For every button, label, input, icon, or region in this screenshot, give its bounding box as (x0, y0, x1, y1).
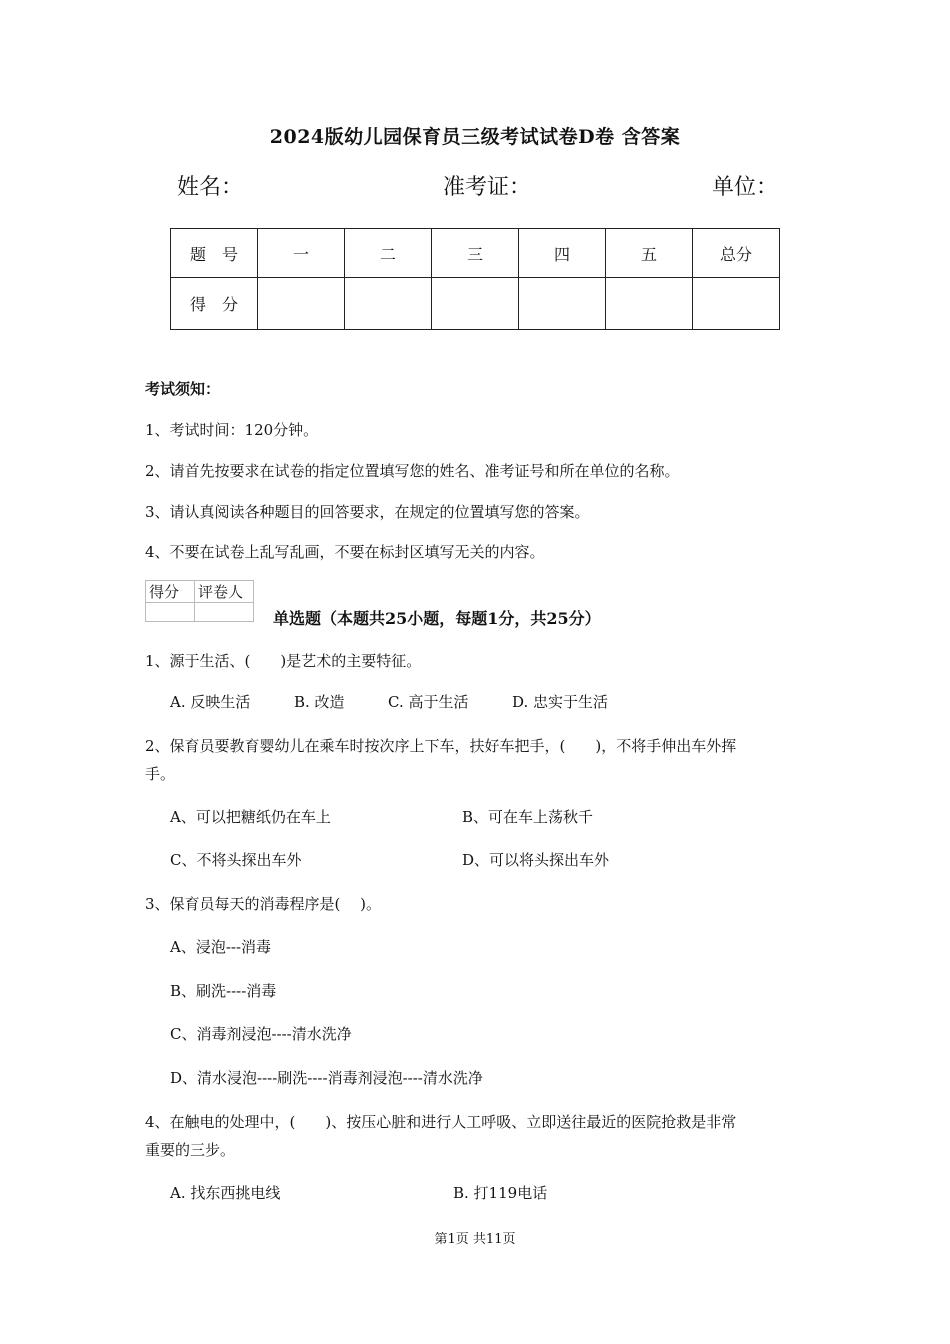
row-label-cell: 得 分 (171, 278, 258, 330)
question-stem: 1、源于生活、( )是艺术的主要特征。 (145, 652, 422, 670)
score-table (170, 228, 780, 330)
question-option: B、可在车上荡秋千 (462, 808, 594, 826)
grader-reviewer-cell[interactable] (195, 603, 254, 622)
score-cell[interactable] (258, 278, 345, 330)
question-stem: 3、保育员每天的消毒程序是( )。 (145, 895, 382, 913)
exam-title: 2024版幼儿园保育员三级考试试卷D卷 含答案 (269, 126, 681, 148)
score-cell[interactable] (606, 278, 693, 330)
score-cell[interactable] (693, 278, 780, 330)
header-cell: 五 (606, 229, 693, 278)
page-footer: 第1页 共11页 (434, 1232, 516, 1247)
header-cell: 题 号 (171, 229, 258, 278)
grader-table (145, 580, 254, 622)
notice-item: 3、请认真阅读各种题目的回答要求，在规定的位置填写您的答案。 (145, 503, 590, 521)
notice-item: 2、请首先按要求在试卷的指定位置填写您的姓名、准考证号和所在单位的名称。 (145, 462, 680, 480)
notice-item: 4、不要在试卷上乱写乱画，不要在标封区填写无关的内容。 (145, 543, 545, 561)
grader-score-label: 得分 (146, 581, 195, 603)
score-cell[interactable] (519, 278, 606, 330)
question-option: C. 高于生活 (388, 693, 469, 711)
header-cell: 三 (432, 229, 519, 278)
question-option: D. 忠实于生活 (512, 693, 609, 711)
header-cell: 四 (519, 229, 606, 278)
question-option: C、消毒剂浸泡----清水洗净 (170, 1025, 352, 1043)
notice-item: 1、考试时间：120分钟。 (145, 421, 319, 439)
score-table-header-row (171, 229, 780, 278)
notice-heading: 考试须知： (145, 380, 221, 398)
question-option: C、不将头探出车外 (170, 851, 302, 869)
question-option: D、清水浸泡----刷洗----消毒剂浸泡----清水洗净 (170, 1069, 483, 1087)
header-cell: 一 (258, 229, 345, 278)
question-stem: 2、保育员要教育婴幼儿在乘车时按次序上下车，扶好车把手，( )，不将手伸出车外挥 (145, 737, 737, 755)
question-option: B、刷洗----消毒 (170, 982, 277, 1000)
score-cell[interactable] (345, 278, 432, 330)
question-option: A、可以把糖纸仍在车上 (170, 808, 331, 826)
question-option: B. 打119电话 (453, 1184, 548, 1202)
question-option: A. 找东西挑电线 (170, 1184, 281, 1202)
grader-reviewer-label: 评卷人 (195, 581, 254, 603)
exam-id-field-label: 准考证： (443, 175, 532, 200)
name-field-label: 姓名： (177, 175, 244, 200)
header-cell: 总分 (693, 229, 780, 278)
header-cell: 二 (345, 229, 432, 278)
score-cell[interactable] (432, 278, 519, 330)
question-option: A、浸泡---消毒 (170, 938, 272, 956)
unit-field-label: 单位： (712, 175, 779, 200)
grader-score-cell[interactable] (146, 603, 195, 622)
question-stem: 4、在触电的处理中，( )、按压心脏和进行人工呼吸、立即送往最近的医院抢救是非常 (145, 1113, 737, 1131)
question-option: B. 改造 (294, 693, 345, 711)
question-option: A. 反映生活 (170, 693, 251, 711)
score-table-score-row (171, 278, 780, 330)
question-stem-continued: 重要的三步。 (145, 1141, 236, 1159)
question-option: D、可以将头探出车外 (462, 851, 610, 869)
question-stem-continued: 手。 (145, 765, 176, 783)
section-title: 单选题（本题共25小题，每题1分，共25分） (273, 609, 601, 628)
